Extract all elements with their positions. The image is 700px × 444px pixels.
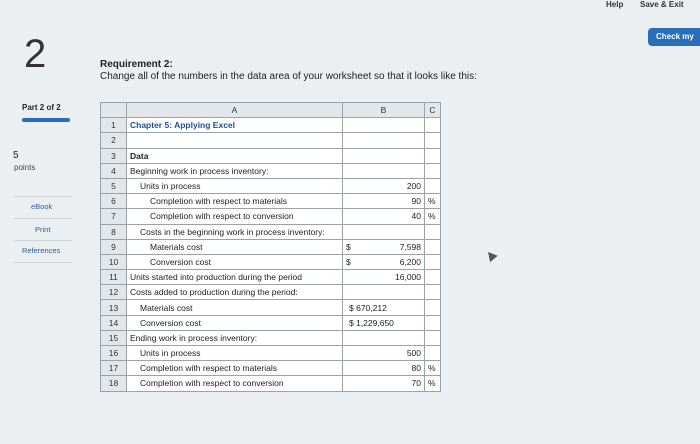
cell-a8: Costs in the beginning work in process inventory: <box>127 224 343 239</box>
help-link[interactable]: Help <box>606 0 624 9</box>
table-row <box>101 300 441 315</box>
row-number: 3 <box>101 148 127 163</box>
cell-a7: Completion with respect to conversion <box>127 209 343 224</box>
table-row <box>101 330 441 345</box>
row-number: 18 <box>101 376 127 391</box>
divider <box>14 218 72 219</box>
cell-b18[interactable]: 70 <box>343 376 425 391</box>
row-number: 13 <box>101 300 127 315</box>
cell-a2 <box>127 133 343 148</box>
save-exit-link[interactable]: Save & Exit <box>640 0 684 9</box>
cell-a4: Beginning work in process inventory: <box>127 163 343 178</box>
cell-a17: Completion with respect to materials <box>127 361 343 376</box>
cell-b13[interactable]: $ 670,212 <box>343 300 425 315</box>
column-header-b: B <box>343 103 425 118</box>
divider <box>14 262 72 263</box>
cell-b15 <box>343 330 425 345</box>
cell-c1 <box>425 118 441 133</box>
column-header-c: C <box>425 103 441 118</box>
cell-b10[interactable] <box>343 254 425 269</box>
table-row <box>101 270 441 285</box>
table-row <box>101 163 441 178</box>
cell-a12: Costs added to production during the period: <box>127 285 343 300</box>
cell-a15: Ending work in process inventory: <box>127 330 343 345</box>
cell-a1: Chapter 5: Applying Excel <box>127 118 343 133</box>
row-number: 1 <box>101 118 127 133</box>
cell-c11 <box>425 270 441 285</box>
row-number: 17 <box>101 361 127 376</box>
cell-b10-value: 6,200 <box>399 256 421 267</box>
cell-b11[interactable]: 16,000 <box>343 270 425 285</box>
cell-a3: Data <box>127 148 343 163</box>
corner-cell <box>101 103 127 118</box>
cell-c18: % <box>425 376 441 391</box>
row-number: 6 <box>101 194 127 209</box>
references-link[interactable]: References <box>22 246 61 255</box>
cell-a18: Completion with respect to conversion <box>127 376 343 391</box>
mouse-cursor-icon <box>484 249 497 262</box>
row-number: 9 <box>101 239 127 254</box>
table-row <box>101 118 441 133</box>
row-number: 4 <box>101 163 127 178</box>
table-row <box>101 285 441 300</box>
table-row <box>101 209 441 224</box>
cell-a10: Conversion cost <box>127 254 343 269</box>
cell-c4 <box>425 163 441 178</box>
cell-c9 <box>425 239 441 254</box>
currency-symbol: $ <box>346 241 351 252</box>
question-number: 2 <box>24 32 47 76</box>
cell-b14[interactable]: $ 1,229,650 <box>343 315 425 330</box>
cell-c5 <box>425 178 441 193</box>
row-number: 16 <box>101 346 127 361</box>
row-number: 2 <box>101 133 127 148</box>
table-row <box>101 239 441 254</box>
table-row <box>101 346 441 361</box>
top-bar <box>0 0 700 14</box>
cell-b16[interactable]: 500 <box>343 346 425 361</box>
row-number: 5 <box>101 178 127 193</box>
row-number: 14 <box>101 315 127 330</box>
cell-c3 <box>425 148 441 163</box>
cell-c12 <box>425 285 441 300</box>
cell-c13 <box>425 300 441 315</box>
spreadsheet <box>100 102 441 392</box>
cell-a5: Units in process <box>127 178 343 193</box>
cell-c8 <box>425 224 441 239</box>
cell-b5[interactable]: 200 <box>343 178 425 193</box>
currency-symbol: $ <box>346 256 351 267</box>
row-number: 12 <box>101 285 127 300</box>
cell-c10 <box>425 254 441 269</box>
table-row <box>101 178 441 193</box>
cell-c6: % <box>425 194 441 209</box>
row-number: 7 <box>101 209 127 224</box>
cell-b12 <box>343 285 425 300</box>
cell-b7[interactable]: 40 <box>343 209 425 224</box>
column-header-a: A <box>127 103 343 118</box>
row-number: 11 <box>101 270 127 285</box>
table-row <box>101 133 441 148</box>
row-number: 15 <box>101 330 127 345</box>
cell-a6: Completion with respect to materials <box>127 194 343 209</box>
table-row <box>101 224 441 239</box>
table-row <box>101 148 441 163</box>
cell-b2 <box>343 133 425 148</box>
cell-c7: % <box>425 209 441 224</box>
cell-c17: % <box>425 361 441 376</box>
cell-a16: Units in process <box>127 346 343 361</box>
part-indicator: Part 2 of 2 <box>22 103 61 112</box>
print-link[interactable]: Print <box>35 225 51 234</box>
cell-b9-value: 7,598 <box>399 241 421 252</box>
row-number: 8 <box>101 224 127 239</box>
cell-a9: Materials cost <box>127 239 343 254</box>
cell-c2 <box>425 133 441 148</box>
table-row <box>101 315 441 330</box>
points-value: 5 <box>13 150 19 161</box>
cell-b9[interactable] <box>343 239 425 254</box>
divider <box>14 196 72 197</box>
cell-c14 <box>425 315 441 330</box>
points-label: points <box>14 163 36 172</box>
cell-a14: Conversion cost <box>127 315 343 330</box>
check-my-work-button[interactable]: Check my <box>648 28 700 46</box>
ebook-link[interactable]: eBook <box>31 202 53 211</box>
table-row <box>101 361 441 376</box>
cell-b4 <box>343 163 425 178</box>
cell-b8 <box>343 224 425 239</box>
cell-c16 <box>425 346 441 361</box>
cell-c15 <box>425 330 441 345</box>
cell-a13: Materials cost <box>127 300 343 315</box>
part-progress-bar <box>22 118 70 122</box>
cell-b3 <box>343 148 425 163</box>
table-row <box>101 376 441 391</box>
table-row <box>101 194 441 209</box>
cell-b1 <box>343 118 425 133</box>
row-number: 10 <box>101 254 127 269</box>
requirement-title: Requirement 2: <box>100 59 173 70</box>
cell-a11: Units started into production during the period <box>127 270 343 285</box>
cell-b17[interactable]: 80 <box>343 361 425 376</box>
divider <box>14 240 72 241</box>
table-row <box>101 254 441 269</box>
cell-b6[interactable]: 90 <box>343 194 425 209</box>
requirement-text: Change all of the numbers in the data area of your worksheet so that it looks like this: <box>100 71 477 82</box>
